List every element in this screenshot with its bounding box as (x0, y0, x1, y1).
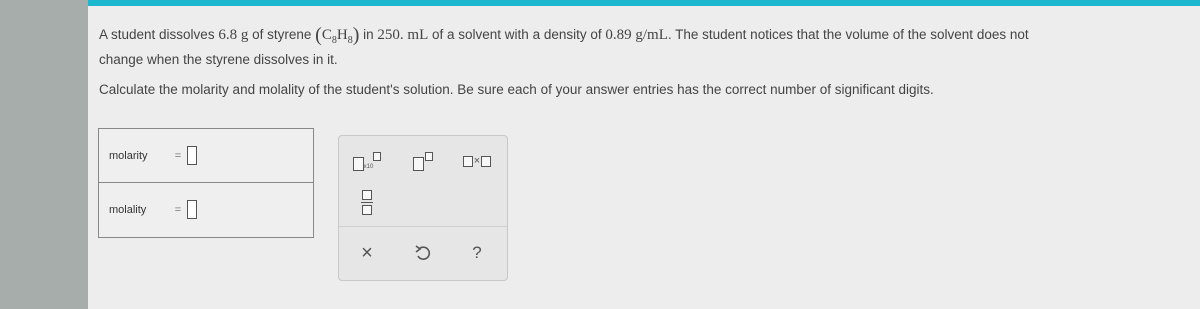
undo-icon (415, 244, 431, 262)
fraction-button[interactable] (349, 186, 385, 218)
question-line-1: A student dissolves 6.8 g of styrene $(C_8H_8)$ in 250. mL of a solvent with a density of 0.89 g/mL. The student notices that the volume of the solvent does not (99, 24, 1029, 46)
left-panel-strip (0, 0, 88, 309)
equals-sign: = (174, 203, 182, 216)
exponent-button[interactable] (405, 148, 441, 174)
help-icon: ? (472, 243, 482, 262)
question-line-2: change when the styrene dissolves in it. (99, 52, 338, 67)
clear-button[interactable] (349, 238, 385, 268)
molarity-label: molarity (109, 149, 148, 162)
styrene-formula: $(C_8H_8)$ (315, 24, 360, 46)
close-icon: × (361, 241, 373, 264)
molality-label: molality (109, 203, 147, 216)
answer-row-molarity (99, 129, 313, 183)
math-palette (338, 135, 508, 281)
molality-input[interactable] (187, 200, 197, 219)
answer-table (98, 128, 314, 238)
volume-value: 250. mL (377, 27, 429, 43)
density-value: 0.89 g/mL (605, 27, 668, 43)
multiply-button[interactable]: × (457, 148, 497, 174)
question-panel (88, 6, 1200, 309)
molarity-input[interactable] (187, 146, 197, 165)
undo-button[interactable] (405, 238, 441, 268)
answer-row-molality (99, 183, 313, 236)
question-instruction: Calculate the molarity and molality of the student's solution. Be sure each of your answer entries has the correct number of significant digits. (99, 82, 934, 97)
help-button[interactable] (457, 238, 497, 268)
scientific-notation-button[interactable]: x10 (349, 148, 385, 174)
mass-value: 6.8 g (218, 27, 249, 43)
equals-sign: = (174, 149, 182, 162)
palette-divider (339, 226, 507, 227)
